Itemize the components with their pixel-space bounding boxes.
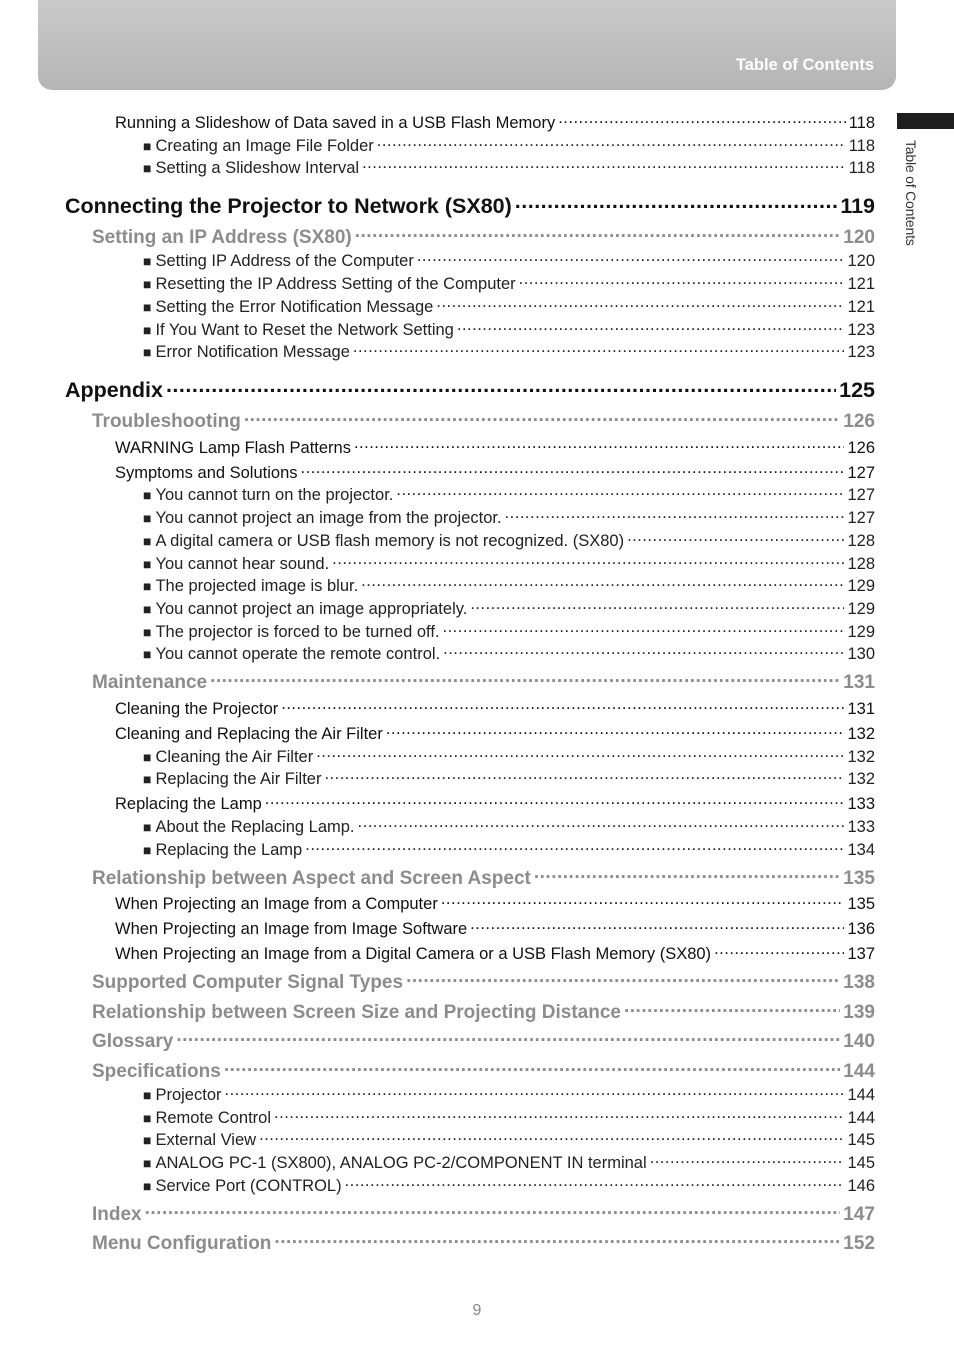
toc-entry-title: You cannot turn on the projector. bbox=[155, 485, 394, 504]
toc-entry[interactable] bbox=[115, 111, 875, 133]
toc-entry-page: 133 bbox=[847, 794, 875, 813]
toc-entry-title: Replacing the Lamp bbox=[155, 840, 303, 859]
dot-leader bbox=[265, 792, 845, 809]
toc-entry[interactable] bbox=[115, 942, 875, 964]
square-bullet-icon: ■ bbox=[143, 1109, 152, 1126]
toc-entry-title: The projector is forced to be turned off. bbox=[155, 622, 440, 641]
toc-entry-page: 131 bbox=[847, 699, 875, 718]
dot-leader bbox=[305, 838, 844, 855]
square-bullet-icon: ■ bbox=[143, 1086, 152, 1103]
square-bullet-icon: ■ bbox=[143, 818, 152, 835]
toc-chapter[interactable] bbox=[65, 191, 875, 219]
toc-entry[interactable] bbox=[143, 552, 875, 574]
toc-entry-page: 120 bbox=[843, 227, 875, 248]
toc-entry-title: You cannot hear sound. bbox=[155, 554, 330, 573]
square-bullet-icon: ■ bbox=[143, 577, 152, 594]
toc-entry-title: Troubleshooting bbox=[92, 411, 241, 432]
toc-entry[interactable] bbox=[115, 461, 875, 483]
toc-section[interactable] bbox=[92, 1201, 875, 1226]
dot-leader bbox=[505, 506, 845, 523]
dot-leader bbox=[224, 1058, 840, 1077]
dot-leader bbox=[354, 436, 845, 453]
toc-entry[interactable] bbox=[143, 272, 875, 294]
toc-entry-title: Running a Slideshow of Data saved in a USB Flash Memory bbox=[115, 113, 556, 132]
toc-entry-title: Projector bbox=[155, 1085, 222, 1104]
dot-leader bbox=[355, 224, 841, 243]
toc-entry-page: 138 bbox=[843, 972, 875, 993]
dot-leader bbox=[259, 1128, 844, 1145]
toc-entry[interactable] bbox=[143, 1106, 875, 1128]
dot-leader bbox=[358, 815, 845, 832]
toc-entry-page: 130 bbox=[847, 644, 875, 663]
toc-section[interactable] bbox=[92, 669, 875, 694]
dot-leader bbox=[316, 745, 844, 762]
dot-leader bbox=[176, 1028, 840, 1047]
toc-entry-page: 118 bbox=[848, 113, 875, 132]
toc-entry-title: Error Notification Message bbox=[155, 342, 350, 361]
toc-entry-title: Setting the Error Notification Message bbox=[155, 297, 434, 316]
dot-leader bbox=[377, 134, 846, 151]
toc-section[interactable] bbox=[92, 408, 875, 433]
toc-entry-title: Supported Computer Signal Types bbox=[92, 972, 404, 993]
toc-entry-title: Setting IP Address of the Computer bbox=[155, 251, 414, 270]
toc-entry-page: 131 bbox=[843, 672, 875, 693]
toc-entry-page: 129 bbox=[847, 576, 875, 595]
toc-entry-page: 133 bbox=[847, 817, 875, 836]
toc-entry[interactable] bbox=[143, 506, 875, 528]
toc-entry-title: Setting a Slideshow Interval bbox=[155, 158, 360, 177]
dot-leader bbox=[650, 1151, 845, 1168]
toc-entry-page: 121 bbox=[847, 297, 875, 316]
toc-entry[interactable] bbox=[143, 134, 875, 156]
toc-entry[interactable] bbox=[143, 318, 875, 340]
dot-leader bbox=[332, 552, 844, 569]
toc-entry-page: 144 bbox=[847, 1108, 875, 1127]
toc-entry-page: 127 bbox=[847, 508, 875, 527]
dot-leader bbox=[624, 999, 840, 1018]
dot-leader bbox=[301, 461, 845, 478]
dot-leader bbox=[470, 597, 844, 614]
toc-entry-page: 134 bbox=[847, 840, 875, 859]
toc-entry[interactable] bbox=[143, 597, 875, 619]
square-bullet-icon: ■ bbox=[143, 600, 152, 617]
toc-entry-page: 123 bbox=[847, 342, 875, 361]
toc-entry[interactable] bbox=[115, 792, 875, 814]
square-bullet-icon: ■ bbox=[143, 1177, 152, 1194]
toc-entry-title: Relationship between Aspect and Screen Aspect bbox=[92, 868, 531, 889]
toc-entry[interactable] bbox=[143, 1174, 875, 1196]
toc-entry-page: 132 bbox=[847, 724, 875, 743]
toc-entry-page: 132 bbox=[847, 769, 875, 788]
toc-entry-title: Remote Control bbox=[155, 1108, 272, 1127]
toc-section[interactable] bbox=[92, 1230, 875, 1255]
dot-leader bbox=[558, 111, 845, 128]
toc-section[interactable] bbox=[92, 224, 875, 249]
toc-entry-page: 145 bbox=[847, 1153, 875, 1172]
square-bullet-icon: ■ bbox=[143, 509, 152, 526]
toc-entry-page: 152 bbox=[843, 1233, 875, 1254]
toc-entry[interactable] bbox=[143, 838, 875, 860]
toc-entry-page: 135 bbox=[847, 894, 875, 913]
toc-entry-title: ANALOG PC-1 (SX800), ANALOG PC-2/COMPONENT IN terminal bbox=[155, 1153, 647, 1172]
toc-entry-title: Index bbox=[92, 1204, 142, 1225]
square-bullet-icon: ■ bbox=[143, 532, 152, 549]
square-bullet-icon: ■ bbox=[143, 1154, 152, 1171]
dot-leader bbox=[515, 191, 838, 213]
toc-entry-title: The projected image is blur. bbox=[155, 576, 359, 595]
dot-leader bbox=[324, 767, 844, 784]
toc-entry[interactable] bbox=[143, 1128, 875, 1150]
toc-section[interactable] bbox=[92, 999, 875, 1024]
toc-entry[interactable] bbox=[143, 249, 875, 271]
toc-entry-title: Resetting the IP Address Setting of the Computer bbox=[155, 274, 516, 293]
dot-leader bbox=[627, 529, 844, 546]
toc-entry-title: About the Replacing Lamp. bbox=[155, 817, 355, 836]
square-bullet-icon: ■ bbox=[143, 486, 152, 503]
dot-leader bbox=[714, 942, 844, 959]
toc-entry[interactable] bbox=[143, 1151, 875, 1173]
toc-entry[interactable] bbox=[143, 156, 875, 178]
toc-entry-page: 123 bbox=[847, 320, 875, 339]
toc-entry-page: 135 bbox=[843, 868, 875, 889]
toc-entry[interactable] bbox=[143, 745, 875, 767]
toc-entry[interactable] bbox=[115, 917, 875, 939]
toc-entry-page: 137 bbox=[847, 944, 875, 963]
toc-entry-page: 128 bbox=[847, 531, 875, 550]
dot-leader bbox=[166, 375, 836, 397]
toc-entry-title: You cannot project an image from the projector. bbox=[155, 508, 502, 527]
square-bullet-icon: ■ bbox=[143, 298, 152, 315]
toc-entry-title: WARNING Lamp Flash Patterns bbox=[115, 438, 351, 457]
toc-entry-title: Relationship between Screen Size and Projecting Distance bbox=[92, 1002, 621, 1023]
square-bullet-icon: ■ bbox=[143, 159, 152, 176]
toc-entry-page: 121 bbox=[847, 274, 875, 293]
toc-entry[interactable] bbox=[115, 892, 875, 914]
toc-entry[interactable] bbox=[143, 620, 875, 642]
dot-leader bbox=[417, 249, 845, 266]
toc-entry[interactable] bbox=[143, 1083, 875, 1105]
header-title: Table of Contents bbox=[735, 56, 874, 74]
toc-entry-page: 127 bbox=[847, 463, 875, 482]
toc-section[interactable] bbox=[92, 865, 875, 890]
dot-leader bbox=[345, 1174, 845, 1191]
square-bullet-icon: ■ bbox=[143, 748, 152, 765]
square-bullet-icon: ■ bbox=[143, 275, 152, 292]
dot-leader bbox=[274, 1230, 840, 1249]
square-bullet-icon: ■ bbox=[143, 1131, 152, 1148]
dot-leader bbox=[386, 722, 845, 739]
toc-entry-title: Symptoms and Solutions bbox=[115, 463, 298, 482]
toc-entry-title: Service Port (CONTROL) bbox=[155, 1176, 342, 1195]
toc-entry[interactable] bbox=[143, 815, 875, 837]
toc-entry-title: Cleaning the Projector bbox=[115, 699, 279, 718]
toc-section[interactable] bbox=[92, 1058, 875, 1083]
toc-entry-page: 144 bbox=[843, 1061, 875, 1082]
toc-entry-page: 126 bbox=[847, 438, 875, 457]
dot-leader bbox=[396, 483, 844, 500]
toc-section[interactable] bbox=[92, 1028, 875, 1053]
toc-entry[interactable] bbox=[143, 529, 875, 551]
toc-entry-title: When Projecting an Image from a Computer bbox=[115, 894, 438, 913]
dot-leader bbox=[281, 697, 844, 714]
toc-entry-title: Appendix bbox=[65, 377, 163, 402]
toc-entry-page: 125 bbox=[839, 377, 875, 402]
toc-entry-title: A digital camera or USB flash memory is not recognized. (SX80) bbox=[155, 531, 625, 550]
dot-leader bbox=[406, 969, 840, 988]
page-number: 9 bbox=[472, 1302, 482, 1319]
toc-entry[interactable] bbox=[143, 767, 875, 789]
page-header-banner bbox=[38, 0, 896, 90]
toc-entry-title: Setting an IP Address (SX80) bbox=[92, 227, 352, 248]
dot-leader bbox=[244, 408, 840, 427]
toc-entry-page: 129 bbox=[847, 622, 875, 641]
toc-entry[interactable] bbox=[115, 436, 875, 458]
dot-leader bbox=[443, 620, 845, 637]
square-bullet-icon: ■ bbox=[143, 343, 152, 360]
dot-leader bbox=[470, 917, 844, 934]
dot-leader bbox=[361, 574, 844, 591]
toc-entry-title: Replacing the Lamp bbox=[115, 794, 262, 813]
dot-leader bbox=[225, 1083, 845, 1100]
dot-leader bbox=[441, 892, 845, 909]
square-bullet-icon: ■ bbox=[143, 137, 152, 154]
dot-leader bbox=[519, 272, 845, 289]
square-bullet-icon: ■ bbox=[143, 623, 152, 640]
toc-entry-page: 144 bbox=[847, 1085, 875, 1104]
toc-entry-page: 132 bbox=[847, 747, 875, 766]
square-bullet-icon: ■ bbox=[143, 321, 152, 338]
square-bullet-icon: ■ bbox=[143, 555, 152, 572]
toc-entry-title: You cannot operate the remote control. bbox=[155, 644, 441, 663]
toc-entry-title: Maintenance bbox=[92, 672, 208, 693]
dot-leader bbox=[210, 669, 840, 688]
toc-entry-page: 145 bbox=[847, 1130, 875, 1149]
toc-entry[interactable] bbox=[143, 642, 875, 664]
toc-entry-page: 126 bbox=[843, 411, 875, 432]
toc-entry-title: When Projecting an Image from a Digital Camera or a USB Flash Memory (SX80) bbox=[115, 944, 712, 963]
toc-entry[interactable] bbox=[143, 483, 875, 505]
square-bullet-icon: ■ bbox=[143, 645, 152, 662]
toc-entry-page: 120 bbox=[847, 251, 875, 270]
toc-entry-page: 128 bbox=[847, 554, 875, 573]
toc-entry-title: Creating an Image File Folder bbox=[155, 136, 374, 155]
square-bullet-icon: ■ bbox=[143, 770, 152, 787]
toc-entry-title: Specifications bbox=[92, 1061, 221, 1082]
toc-entry[interactable] bbox=[115, 697, 875, 719]
toc-chapter[interactable] bbox=[65, 375, 875, 403]
side-tab-marker bbox=[897, 113, 954, 129]
toc-entry-page: 140 bbox=[843, 1031, 875, 1052]
side-tab-label: Table of Contents bbox=[903, 140, 919, 246]
toc-entry-title: External View bbox=[155, 1130, 257, 1149]
toc-entry-title: Connecting the Projector to Network (SX80) bbox=[65, 193, 512, 218]
toc-entry-title: If You Want to Reset the Network Setting bbox=[155, 320, 454, 339]
dot-leader bbox=[362, 156, 846, 173]
toc-entry-title: Glossary bbox=[92, 1031, 174, 1052]
toc-entry[interactable] bbox=[143, 340, 875, 362]
toc-entry[interactable] bbox=[143, 295, 875, 317]
dot-leader bbox=[436, 295, 844, 312]
square-bullet-icon: ■ bbox=[143, 252, 152, 269]
toc-entry-page: 136 bbox=[847, 919, 875, 938]
toc-entry-page: 118 bbox=[848, 158, 875, 177]
dot-leader bbox=[274, 1106, 844, 1123]
toc-entry-page: 127 bbox=[847, 485, 875, 504]
toc-entry-title: Replacing the Air Filter bbox=[155, 769, 322, 788]
toc-entry-title: Menu Configuration bbox=[92, 1233, 272, 1254]
toc-entry-title: Cleaning and Replacing the Air Filter bbox=[115, 724, 383, 743]
toc-entry[interactable] bbox=[115, 722, 875, 744]
toc-entry-page: 139 bbox=[843, 1002, 875, 1023]
toc-entry-page: 146 bbox=[847, 1176, 875, 1195]
toc-entry[interactable] bbox=[143, 574, 875, 596]
dot-leader bbox=[443, 642, 844, 659]
dot-leader bbox=[145, 1201, 841, 1220]
dot-leader bbox=[534, 865, 840, 884]
toc-entry-page: 129 bbox=[847, 599, 875, 618]
toc-entry-page: 147 bbox=[843, 1204, 875, 1225]
toc-entry-title: When Projecting an Image from Image Software bbox=[115, 919, 468, 938]
toc-entry-title: Cleaning the Air Filter bbox=[155, 747, 314, 766]
dot-leader bbox=[353, 340, 845, 357]
toc-entry-title: You cannot project an image appropriately. bbox=[155, 599, 468, 618]
dot-leader bbox=[457, 318, 845, 335]
square-bullet-icon: ■ bbox=[143, 841, 152, 858]
toc-entry-page: 119 bbox=[840, 193, 875, 218]
toc-section[interactable] bbox=[92, 969, 875, 994]
toc-entry-page: 118 bbox=[848, 136, 875, 155]
